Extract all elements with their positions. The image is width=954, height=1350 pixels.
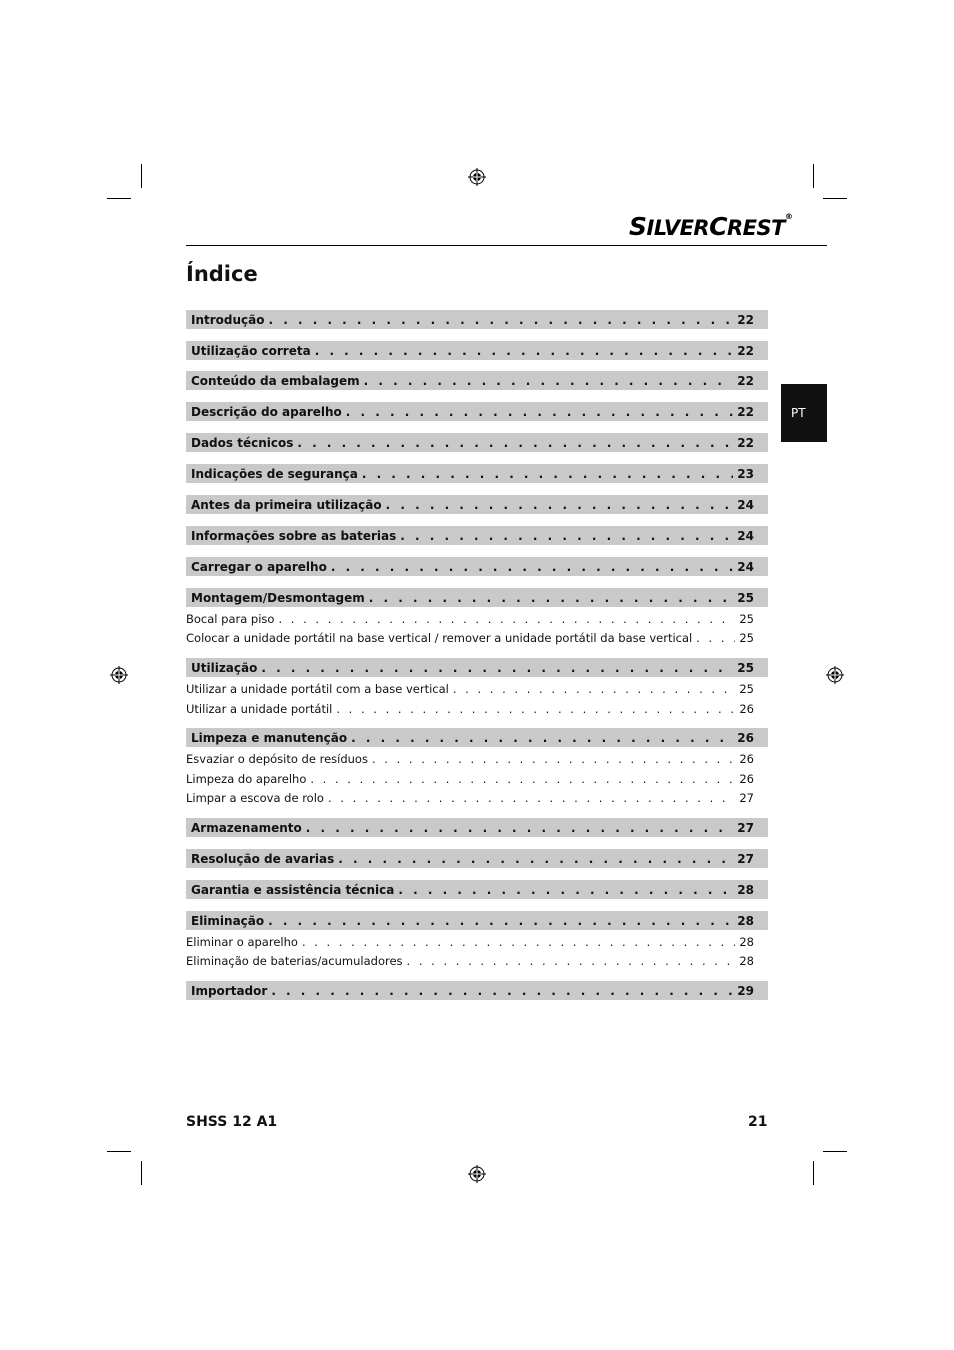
page-number: 21: [748, 1114, 768, 1130]
toc-subentry-page: 25: [739, 612, 754, 626]
header-rule: [186, 245, 827, 246]
dot-leader: [372, 752, 735, 766]
dot-leader: [400, 529, 733, 543]
registration-mark-icon: [110, 666, 128, 684]
toc-entry[interactable]: [186, 981, 768, 1000]
toc-entry-label: Armazenamento: [191, 820, 302, 835]
dot-leader: [297, 436, 733, 450]
toc-entry[interactable]: [186, 464, 768, 483]
toc-entry-label: Limpeza e manutenção: [191, 730, 348, 745]
language-tab: [781, 384, 827, 442]
toc-subentry-page: 25: [739, 682, 754, 696]
dot-leader: [398, 883, 733, 897]
toc-entry[interactable]: [186, 658, 768, 677]
toc-entry[interactable]: [186, 849, 768, 868]
toc-entry-label: Conteúdo da embalagem: [191, 373, 360, 388]
toc-entry[interactable]: [186, 310, 768, 329]
dot-leader: [306, 821, 734, 835]
toc-subentry-page: 28: [739, 954, 754, 968]
toc-subentry[interactable]: [186, 750, 768, 768]
dot-leader: [362, 467, 733, 481]
toc-entry-page: 28: [737, 882, 754, 897]
toc-subentry[interactable]: [186, 789, 768, 807]
dot-leader: [336, 702, 735, 716]
toc-subentry-label: Limpar a escova de rolo: [186, 791, 324, 805]
dot-leader: [261, 661, 733, 675]
toc-entry[interactable]: [186, 402, 768, 421]
toc-entry-page: 25: [737, 590, 754, 605]
toc-entry[interactable]: [186, 526, 768, 545]
toc-entry-page: 24: [737, 528, 754, 543]
crop-mark: [823, 1151, 847, 1152]
dot-leader: [271, 984, 733, 998]
dot-leader: [269, 313, 734, 327]
toc-entry[interactable]: [186, 588, 768, 607]
toc-subentry[interactable]: [186, 700, 768, 718]
registration-mark-icon: [468, 1165, 486, 1183]
dot-leader: [278, 612, 735, 626]
dot-leader: [331, 560, 733, 574]
model-number: SHSS 12 A1: [186, 1114, 278, 1130]
toc-entry-label: Importador: [191, 983, 268, 998]
page-title: Índice: [186, 262, 258, 286]
toc-entry-page: 22: [737, 343, 754, 358]
dot-leader: [351, 731, 733, 745]
toc-entry-label: Resolução de avarias: [191, 851, 335, 866]
dot-leader: [310, 772, 735, 786]
dot-leader: [338, 852, 733, 866]
toc-entry[interactable]: [186, 433, 768, 452]
crop-mark: [107, 1151, 131, 1152]
toc-entry-page: 28: [737, 913, 754, 928]
toc-subentry[interactable]: [186, 770, 768, 788]
registration-mark-icon: [826, 666, 844, 684]
toc-entry[interactable]: [186, 818, 768, 837]
toc-subentry-label: Limpeza do aparelho: [186, 772, 307, 786]
crop-mark: [813, 164, 814, 188]
toc-entry-page: 22: [737, 435, 754, 450]
toc-entry-label: Introdução: [191, 312, 265, 327]
toc-entry-page: 26: [737, 730, 754, 745]
toc-entry[interactable]: [186, 341, 768, 360]
toc-entry-label: Antes da primeira utilização: [191, 497, 382, 512]
toc-subentry-label: Colocar a unidade portátil na base vertical / remover a unidade portátil da base vertical: [186, 631, 693, 645]
toc-entry[interactable]: [186, 911, 768, 930]
toc-subentry-page: 28: [739, 935, 754, 949]
toc-entry[interactable]: [186, 728, 768, 747]
dot-leader: [302, 935, 735, 949]
dot-leader: [453, 682, 735, 696]
dot-leader: [315, 344, 734, 358]
toc-subentry[interactable]: [186, 952, 768, 970]
registration-mark-icon: [468, 168, 486, 186]
toc-entry-page: 27: [737, 851, 754, 866]
toc-entry[interactable]: [186, 880, 768, 899]
toc-subentry[interactable]: [186, 680, 768, 698]
toc-entry-label: Garantia e assistência técnica: [191, 882, 395, 897]
toc-entry-page: 24: [737, 497, 754, 512]
toc-entry-page: 22: [737, 404, 754, 419]
toc-entry-page: 25: [737, 660, 754, 675]
toc-subentry-label: Utilizar a unidade portátil com a base vertical: [186, 682, 449, 696]
dot-leader: [268, 914, 733, 928]
toc-entry-page: 27: [737, 820, 754, 835]
toc-subentry[interactable]: [186, 933, 768, 951]
toc-entry-label: Informações sobre as baterias: [191, 528, 397, 543]
toc-entry-page: 22: [737, 373, 754, 388]
toc-subentry-page: 26: [739, 752, 754, 766]
toc-entry-page: 24: [737, 559, 754, 574]
toc-entry[interactable]: [186, 495, 768, 514]
crop-mark: [141, 1161, 142, 1185]
brand-logo: SILVERCREST®: [629, 212, 793, 241]
dot-leader: [369, 591, 734, 605]
toc-subentry-page: 26: [739, 772, 754, 786]
toc-entry-label: Carregar o aparelho: [191, 559, 327, 574]
toc-subentry[interactable]: [186, 610, 768, 628]
toc-subentry-page: 27: [739, 791, 754, 805]
crop-mark: [813, 1161, 814, 1185]
dot-leader: [386, 498, 734, 512]
dot-leader: [346, 405, 734, 419]
toc-entry-page: 22: [737, 312, 754, 327]
crop-mark: [823, 198, 847, 199]
toc-subentry-label: Esvaziar o depósito de resíduos: [186, 752, 368, 766]
toc-entry-label: Descrição do aparelho: [191, 404, 342, 419]
toc-subentry-page: 26: [739, 702, 754, 716]
crop-mark: [107, 198, 131, 199]
toc-entry-label: Dados técnicos: [191, 435, 294, 450]
dot-leader: [364, 374, 734, 388]
dot-leader: [407, 954, 736, 968]
toc-subentry-label: Utilizar a unidade portátil: [186, 702, 333, 716]
toc-subentry-label: Bocal para piso: [186, 612, 275, 626]
dot-leader: [328, 791, 735, 805]
toc-entry[interactable]: [186, 557, 768, 576]
crop-mark: [141, 164, 142, 188]
toc-entry-label: Utilização: [191, 660, 258, 675]
toc-entry[interactable]: [186, 371, 768, 390]
toc-subentry-label: Eliminar o aparelho: [186, 935, 298, 949]
toc-subentry-page: 25: [739, 631, 754, 645]
toc-subentry[interactable]: [186, 629, 768, 647]
language-tab-label: PT: [791, 406, 806, 420]
toc-entry-label: Montagem/Desmontagem: [191, 590, 365, 605]
toc-entry-page: 29: [737, 983, 754, 998]
toc-entry-page: 23: [737, 466, 754, 481]
toc-entry-label: Indicações de segurança: [191, 466, 358, 481]
dot-leader: [696, 631, 735, 645]
toc-subentry-label: Eliminação de baterias/acumuladores: [186, 954, 403, 968]
toc-entry-label: Utilização correta: [191, 343, 311, 358]
toc-entry-label: Eliminação: [191, 913, 265, 928]
